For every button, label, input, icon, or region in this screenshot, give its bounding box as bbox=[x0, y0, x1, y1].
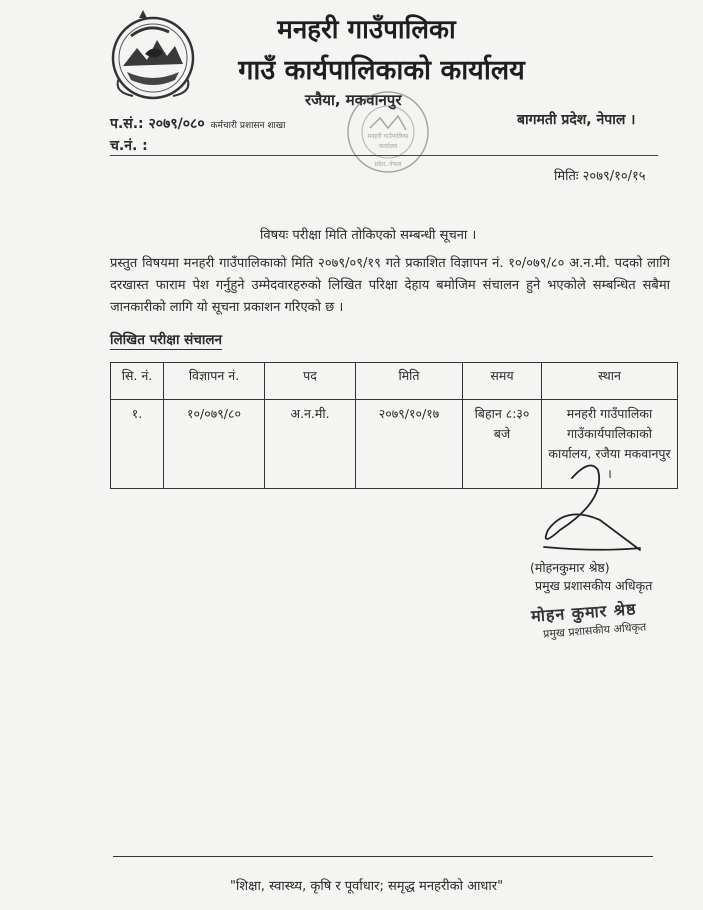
svg-text:प्रदेश, नेपाल: प्रदेश, नेपाल bbox=[374, 161, 402, 168]
dispatch-number: च.नं. : bbox=[110, 138, 148, 154]
section-name: कर्मचारी प्रशासन शाखा bbox=[210, 121, 286, 131]
svg-text:मनहरी गाउँपालिका: मनहरी गाउँपालिका bbox=[367, 133, 409, 140]
org-name-heading: मनहरी गाउँपालिका bbox=[277, 15, 456, 45]
cell-adv-no: १०/०७९/८० bbox=[164, 400, 265, 489]
name-stamp-name: मोहन कुमार श्रेष्ठ bbox=[530, 599, 638, 626]
column-header: पद bbox=[265, 363, 356, 400]
office-address: रजैया, मकवानपुर bbox=[305, 91, 402, 109]
footer-slogan: "शिक्षा, स्वास्थ्य, कृषि र पूर्वाधार; समृद्ध मनहरीको आधार" bbox=[229, 879, 504, 894]
column-header: सि. नं. bbox=[111, 363, 164, 400]
svg-text:कार्यालय: कार्यालय bbox=[378, 143, 398, 150]
notice-date: मितिः २०७९/१०/१५ bbox=[554, 169, 646, 184]
cell-date: २०७९/१०/१७ bbox=[356, 400, 463, 489]
column-header: स्थान bbox=[542, 363, 678, 400]
cell-time: बिहान ८:३० बजे bbox=[463, 400, 542, 489]
footer-divider bbox=[113, 856, 653, 857]
office-name-heading: गाउँ कार्यपालिकाको कार्यालय bbox=[238, 55, 525, 86]
notice-body: प्रस्तुत विषयमा मनहरी गाउँपालिकाको मिति २०७९/०९/१९ गते प्रकाशित विज्ञापन नं. १०/०७९/८० अ.न.मी. पदको लागि दरखास्त फाराम पेश गर्नुहुने उम्मेदवारहरुको लिखित परिक्षा देहाय बमोजिम संचालन हुने भएकोले सम्बन्धित सबैमा जानकारीको लागि यो सूचना प्रकाशन गरिएको छ । bbox=[110, 256, 670, 315]
cell-post: अ.न.मी. bbox=[265, 400, 356, 489]
province-line: बागमती प्रदेश, नेपाल । bbox=[517, 112, 636, 128]
section-title: लिखित परीक्षा संचालन bbox=[110, 332, 222, 348]
signatory-title: प्रमुख प्रशासकीय अधिकृत bbox=[535, 578, 653, 593]
column-header: विज्ञापन नं. bbox=[164, 363, 265, 400]
cell-serial: १. bbox=[111, 400, 164, 489]
column-header: समय bbox=[463, 363, 542, 400]
notice-subject: विषयः परीक्षा मिति तोकिएको सम्बन्धी सूचना । bbox=[260, 228, 477, 243]
signatory-name: (मोहनकुमार श्रेष्ठ) bbox=[530, 560, 610, 575]
cell-venue: मनहरी गाउँपालिका गाउँकार्यपालिकाको कार्यालय, रजैया मकवानपुर । bbox=[542, 400, 678, 489]
column-header: मिति bbox=[356, 363, 463, 400]
name-stamp-title: प्रमुख प्रशासकीय अधिकृत bbox=[542, 620, 647, 641]
letter-number: प.सं.: २०७९/०८० bbox=[110, 116, 205, 132]
